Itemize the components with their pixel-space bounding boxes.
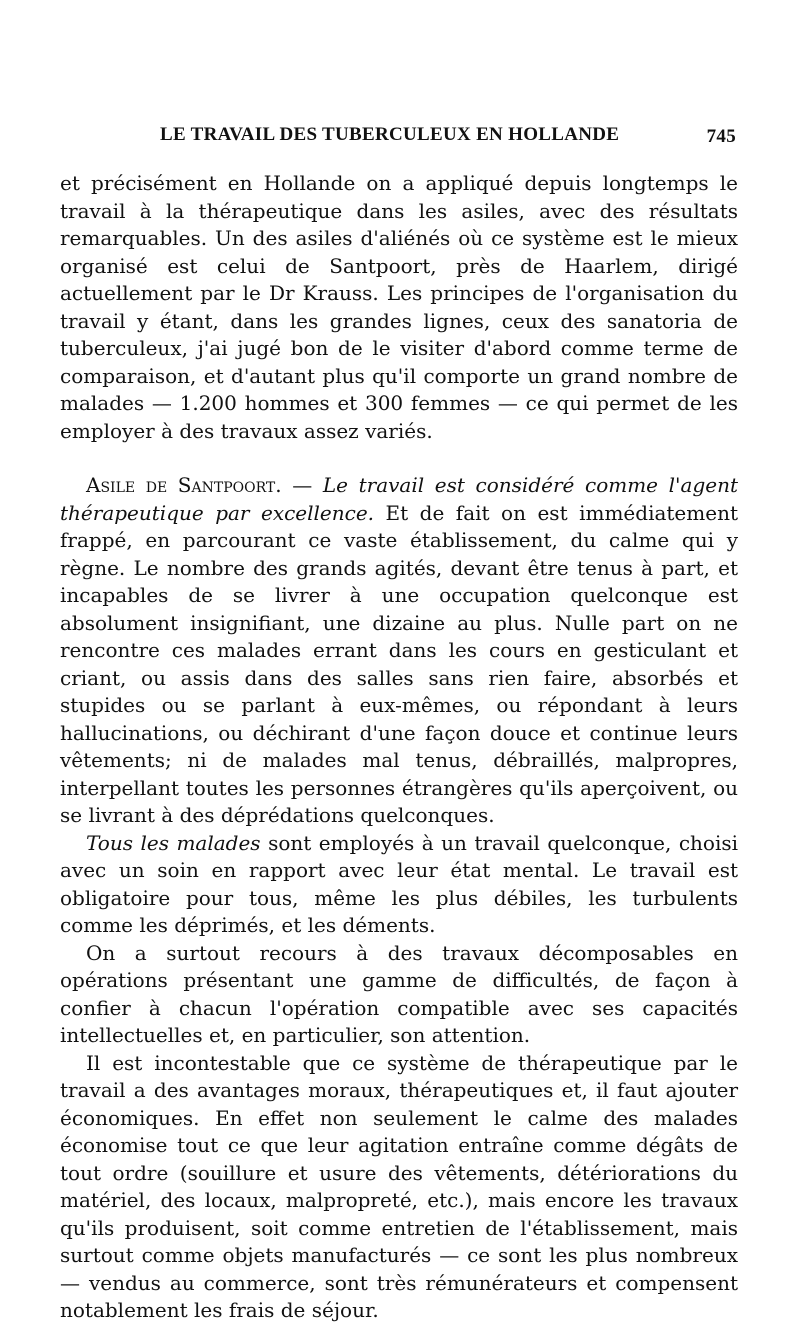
paragraph-text: Et de fait on est immédiatement frappé, en parcourant ce vaste établissement, du calme qui y règne. Le nombre des grands agités, devant être tenus à part, et incapables de se livrer à une occupation quelconque est absolument insignifiant, une dizaine au plus. Nulle part on ne rencontre ces malades errant dans les cours en gesticulant et criant, ou assis dans des salles sans rien faire, absorbés et stupides ou se parlant à eux-mêmes, ou répondant à leurs hallucinations, ou déchirant d'une façon douce et continue leurs vêtements; ni de malades mal tenus, débraillés, malpropres, interpellant toutes les personnes étrangères qu'ils aperçoivent, ou se livrant à des déprédations quelconques. bbox=[60, 500, 738, 827]
italic-lead: Tous les malades bbox=[86, 830, 261, 855]
paragraph-intro: et précisément en Hollande on a appliqué depuis longtemps le travail à la thérapeutique dans les asiles, avec des résultats remarquables. Un des asiles d'aliénés où ce système est le mieux organisé est celui de Santpoort, près de Haarlem, dirigé actuellement par le Dr Krauss. Les principes de l'organisation du travail y étant, dans les grandes lignes, ceux des sanatoria de tuberculeux, j'ai jugé bon de le visiter d'abord comme terme de comparaison, et d'autant plus qu'il comporte un grand nombre de malades — 1.200 hommes et 300 femmes — ce qui permet de les employer à des travaux assez variés. bbox=[60, 171, 738, 443]
paragraph-asile-santpoort bbox=[60, 472, 738, 830]
paragraph-text: sont employés à un travail quelconque, choisi avec un soin en rapport avec leur état mental. Le travail est obligatoire pour tous, même les plus débiles, les turbulents comme les déprimés, et les déments. bbox=[60, 830, 739, 937]
running-title: LE TRAVAIL DES TUBERCULEUX EN HOLLANDE bbox=[160, 124, 620, 145]
italic-thesis: Le travail est considéré comme l'agent thérapeutique par excellence. bbox=[60, 473, 739, 525]
paragraph-travaux-decomposables: On a surtout recours à des travaux décomposables en opérations présentant une gamme de difficultés, de façon à confier à chacun l'opération compatible avec ses capacités intellectuelles et, en particulier, son attention. bbox=[60, 940, 738, 1047]
section-heading: Asile de Santpoort. bbox=[86, 473, 282, 497]
running-head bbox=[60, 120, 738, 154]
book-page bbox=[60, 120, 738, 1325]
page-number: 745 bbox=[706, 126, 736, 147]
paragraph-tous-les-malades bbox=[60, 830, 738, 940]
paragraph-avantages: Il est incontestable que ce système de thérapeutique par le travail a des avantages moraux, thérapeutiques et, il faut ajouter économiques. En effet non seulement le calme des malades économise tout ce que leur agitation entraîne comme dégâts de tout ordre (souillure et usure des vêtements, détériorations du matériel, des locaux, malpropreté, etc.), mais encore les travaux qu'ils produisent, soit comme entretien de l'établissement, mais surtout comme objets manufacturés — ce sont les plus nombreux — vendus au commerce, sont très rémunérateurs et compensent notablement les frais de séjour. bbox=[60, 1050, 738, 1322]
heading-dash: — bbox=[281, 473, 323, 497]
